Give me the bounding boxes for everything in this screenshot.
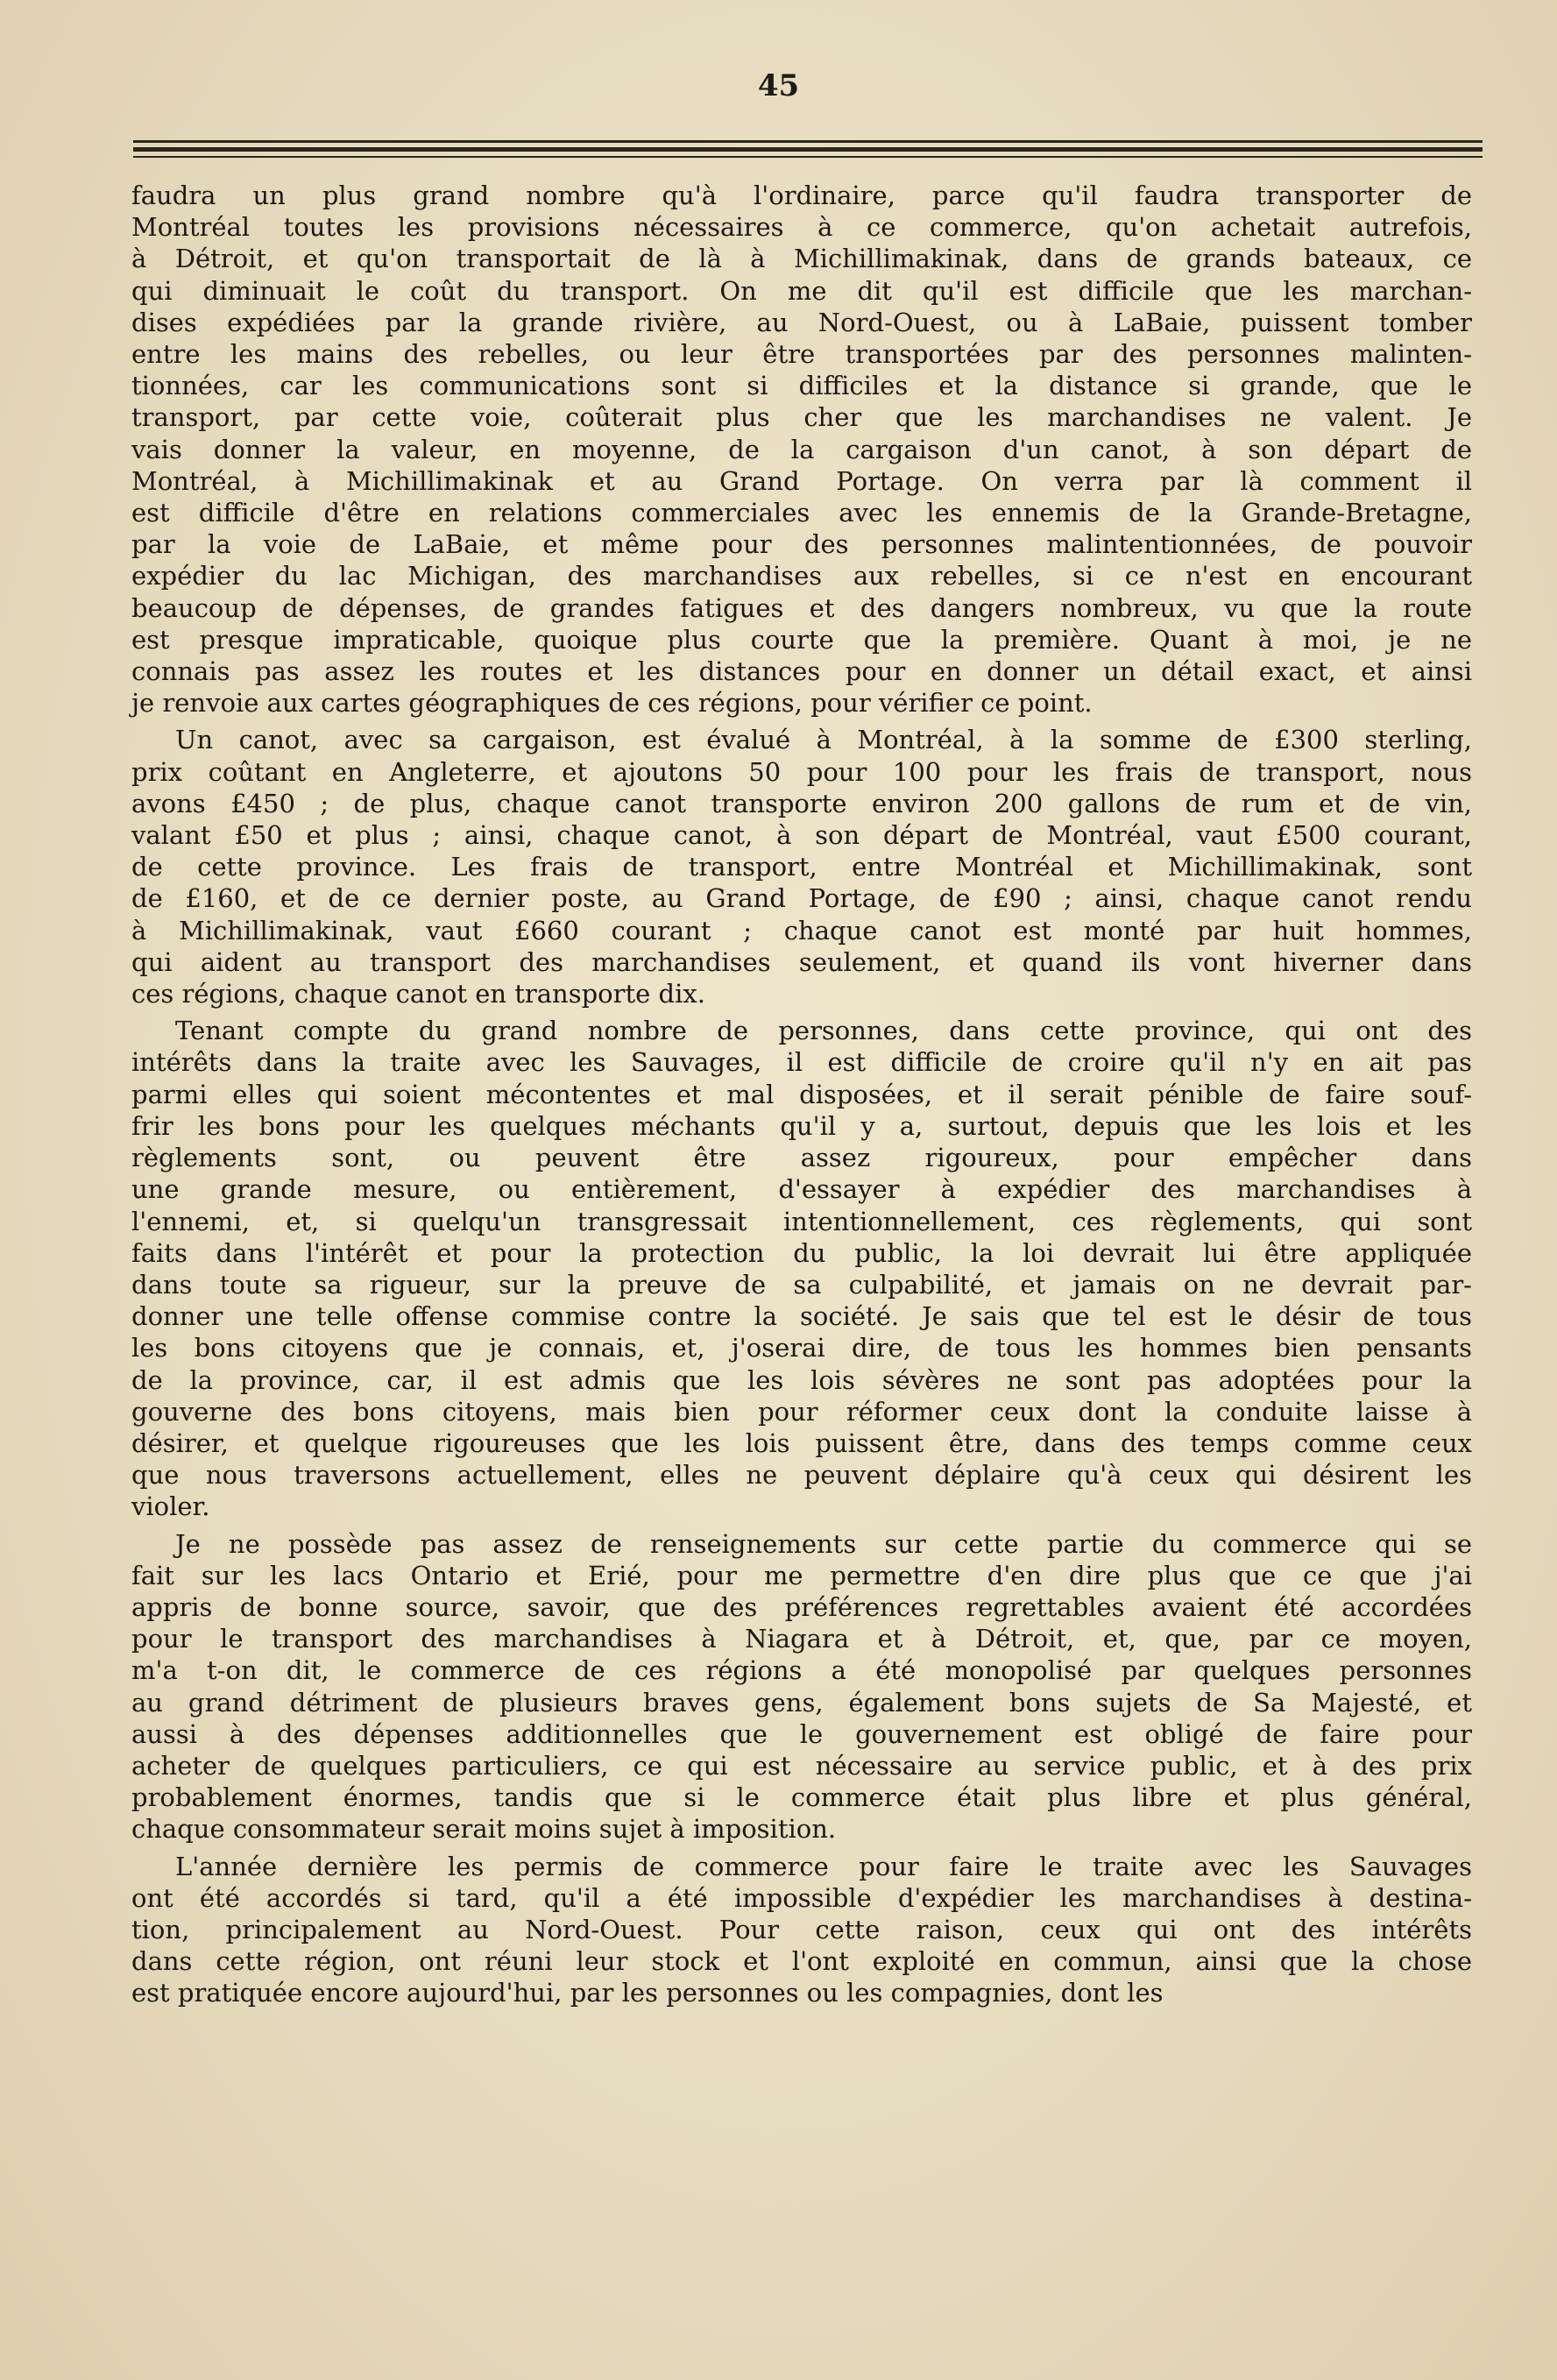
paragraph [131, 180, 1472, 719]
text-line: les bons citoyens que je connais, et, j'oserai dire, de tous les hommes bien pensants [131, 1333, 1472, 1364]
text-line: valant £50 et plus ; ainsi, chaque canot, à son départ de Montréal, vaut £500 courant, [131, 820, 1472, 851]
text-line: violer. [131, 1491, 210, 1522]
text-line: chaque consommateur serait moins sujet à imposition. [131, 1814, 837, 1845]
text-line: au grand détriment de plusieurs braves gens, également bons sujets de Sa Majesté, et [131, 1687, 1472, 1718]
text-line: Je ne possède pas assez de renseignements sur cette partie du commerce qui se [175, 1528, 1472, 1559]
text-line: dises expédiées par la grande rivière, au Nord-Ouest, ou à LaBaie, puissent tomber [131, 307, 1472, 337]
text-line: faits dans l'intérêt et pour la protection du public, la loi devrait lui être appliquée [131, 1237, 1472, 1268]
text-line: de £160, et de ce dernier poste, au Grand Portage, de £90 ; ainsi, chaque canot rendu [131, 883, 1472, 914]
text-line: désirer, et quelque rigoureuses que les lois puissent être, dans des temps comme ceux [131, 1427, 1472, 1458]
text-line: une grande mesure, ou entièrement, d'essayer à expédier des marchandises à [131, 1174, 1472, 1205]
text-line: acheter de quelques particuliers, ce qui est nécessaire au service public, et à des prix [131, 1750, 1472, 1781]
header-rule-top [133, 140, 1483, 143]
paragraph [131, 1528, 1472, 1845]
text-line: règlements sont, ou peuvent être assez rigoureux, pour empêcher dans [131, 1143, 1472, 1173]
text-line: est difficile d'être en relations commerciales avec les ennemis de la Grande-Bretagne, [131, 498, 1472, 528]
text-line: avons £450 ; de plus, chaque canot transporte environ 200 gallons de rum et de vin, [131, 788, 1472, 818]
text-line: probablement énormes, tandis que si le commerce était plus libre et plus général, [131, 1782, 1472, 1813]
text-line: qui aident au transport des marchandises seulement, et quand ils vont hiverner dans [131, 946, 1472, 977]
header-rule-bottom [133, 156, 1483, 158]
text-line: de cette province. Les frais de transport, entre Montréal et Michillimakinak, sont [131, 852, 1472, 882]
text-line: parmi elles qui soient mécontentes et mal disposées, et il serait pénible de faire souf- [131, 1079, 1472, 1109]
text-line: transport, par cette voie, coûterait plus cher que les marchandises ne valent. Je [131, 402, 1472, 433]
text-line: tionnées, car les communications sont si difficiles et la distance si grande, que le [131, 371, 1472, 401]
text-line: que nous traversons actuellement, elles ne peuvent déplaire qu'à ceux qui désirent les [131, 1460, 1472, 1491]
text-line: aussi à des dépenses additionnelles que le gouvernement est obligé de faire pour [131, 1718, 1472, 1749]
paragraph [131, 724, 1472, 1009]
text-line: je renvoie aux cartes géographiques de ces régions, pour vérifier ce point. [131, 688, 1093, 719]
text-line: m'a t-on dit, le commerce de ces régions a été monopolisé par quelques personnes [131, 1655, 1472, 1686]
text-line: qui diminuait le coût du transport. On me dit qu'il est difficile que les marchan- [131, 275, 1472, 306]
text-line: Tenant compte du grand nombre de personnes, dans cette province, qui ont des [175, 1016, 1472, 1046]
text-line: connais pas assez les routes et les distances pour en donner un détail exact, et ainsi [131, 656, 1472, 687]
text-line: appris de bonne source, savoir, que des préférences regrettables avaient été accordées [131, 1591, 1472, 1622]
text-line: frir les bons pour les quelques méchants qu'il y a, surtout, depuis que les lois et les [131, 1110, 1472, 1141]
header-rule-middle [133, 147, 1483, 152]
text-line: entre les mains des rebelles, ou leur être transportées par des personnes malinten- [131, 339, 1472, 370]
text-line: fait sur les lacs Ontario et Erié, pour me permettre d'en dire plus que ce que j'ai [131, 1560, 1472, 1590]
text-line: dans toute sa rigueur, sur la preuve de sa culpabilité, et jamais on ne devrait par- [131, 1269, 1472, 1300]
text-line: dans cette région, ont réuni leur stock et l'ont exploité en commun, ainsi que la chose [131, 1946, 1472, 1977]
text-line: Un canot, avec sa cargaison, est évalué à Montréal, à la somme de £300 sterling, [175, 725, 1472, 755]
text-line: Montréal toutes les provisions nécessaires à ce commerce, qu'on achetait autrefois, [131, 212, 1472, 243]
text-line: de la province, car, il est admis que les lois sévères ne sont pas adoptées pour la [131, 1364, 1472, 1395]
text-line: L'année dernière les permis de commerce pour faire le traite avec les Sauvages [175, 1851, 1472, 1881]
text-line: par la voie de LaBaie, et même pour des personnes malintentionnées, de pouvoir [131, 529, 1472, 560]
text-line: tion, principalement au Nord-Ouest. Pour cette raison, ceux qui ont des intérêts [131, 1914, 1472, 1944]
text-line: intérêts dans la traite avec les Sauvages, il est difficile de croire qu'il n'y en ait pas [131, 1047, 1472, 1078]
paragraph [131, 1015, 1472, 1522]
text-line: est pratiquée encore aujourd'hui, par les personnes ou les compagnies, dont les [131, 1978, 1164, 2008]
text-line: prix coûtant en Angleterre, et ajoutons 50 pour 100 pour les frais de transport, nous [131, 756, 1472, 787]
text-line: Montréal, à Michillimakinak et au Grand Portage. On verra par là comment il [131, 465, 1472, 496]
text-line: est presque impraticable, quoique plus courte que la première. Quant à moi, je ne [131, 624, 1472, 655]
paragraph [131, 1851, 1472, 2009]
body-text [131, 180, 1472, 2009]
text-line: donner une telle offense commise contre la société. Je sais que tel est le désir de tous [131, 1301, 1472, 1332]
text-line: l'ennemi, et, si quelqu'un transgressait intentionnellement, ces règlements, qui sont [131, 1206, 1472, 1236]
text-line: pour le transport des marchandises à Niagara et à Détroit, et, que, par ce moyen, [131, 1624, 1472, 1654]
text-line: expédier du lac Michigan, des marchandises aux rebelles, si ce n'est en encourant [131, 561, 1472, 591]
text-line: beaucoup de dépenses, de grandes fatigues et des dangers nombreux, vu que la route [131, 592, 1472, 623]
text-line: à Michillimakinak, vaut £660 courant ; chaque canot est monté par huit hommes, [131, 915, 1472, 946]
text-line: ces régions, chaque canot en transporte dix. [131, 979, 705, 1009]
text-line: faudra un plus grand nombre qu'à l'ordinaire, parce qu'il faudra transporter de [131, 181, 1472, 210]
text-line: vais donner la valeur, en moyenne, de la cargaison d'un canot, à son départ de [131, 434, 1472, 464]
text-line: gouverne des bons citoyens, mais bien pour réformer ceux dont la conduite laisse à [131, 1396, 1472, 1427]
text-line: ont été accordés si tard, qu'il a été impossible d'expédier les marchandises à destina- [131, 1882, 1472, 1913]
page-number: 45 [757, 68, 800, 103]
text-line: à Détroit, et qu'on transportait de là à Michillimakinak, dans de grands bateaux, ce [131, 244, 1472, 274]
